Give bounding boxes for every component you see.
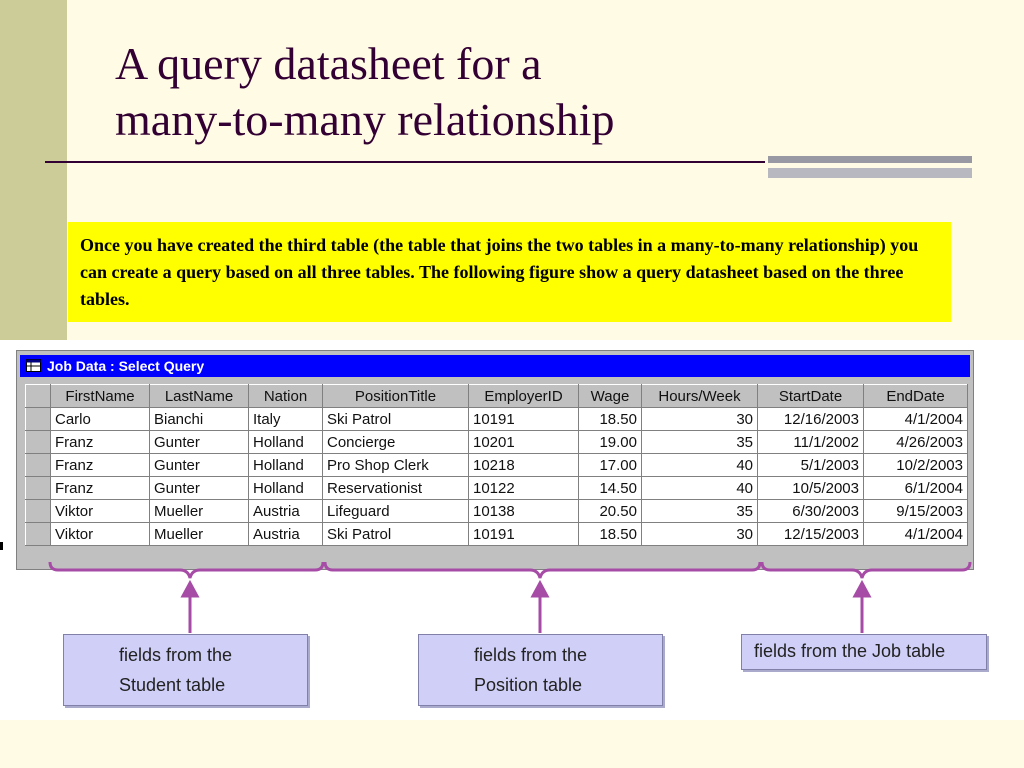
title-underline — [45, 161, 765, 163]
title-accent-bar-bottom — [768, 168, 972, 178]
cell-wage[interactable]: 19.00 — [579, 431, 642, 454]
cell-wage[interactable]: 18.50 — [579, 408, 642, 431]
brace-student-fields — [50, 562, 323, 578]
brace-job-fields — [762, 562, 970, 578]
arrow-job-head — [855, 583, 869, 596]
cell-firstname[interactable]: Viktor — [51, 523, 150, 546]
cell-employerid[interactable]: 10201 — [469, 431, 579, 454]
column-header-firstname[interactable]: FirstName — [51, 385, 150, 408]
cell-nation[interactable]: Holland — [249, 454, 323, 477]
column-header-positiontitle[interactable]: PositionTitle — [323, 385, 469, 408]
cell-firstname[interactable]: Carlo — [51, 408, 150, 431]
cell-enddate[interactable]: 10/2/2003 — [864, 454, 968, 477]
column-header-wage[interactable]: Wage — [579, 385, 642, 408]
callout-student-line1: fields from the — [119, 645, 233, 665]
callout-job — [741, 634, 987, 670]
callout-job-line1: fields from the Job table — [754, 641, 946, 661]
cell-lastname[interactable]: Mueller — [150, 500, 249, 523]
column-header-nation[interactable]: Nation — [249, 385, 323, 408]
callout-position-line1: fields from the — [474, 645, 588, 665]
window-title: Job Data : Select Query — [47, 358, 205, 374]
title-accent-bar-top — [768, 156, 972, 163]
cell-enddate[interactable]: 6/1/2004 — [864, 477, 968, 500]
column-header-enddate[interactable]: EndDate — [864, 385, 968, 408]
cell-enddate[interactable]: 9/15/2003 — [864, 500, 968, 523]
figure-area — [0, 340, 1024, 720]
note-box: Once you have created the third table (the table that joins the two tables in a many-to-many relationship) you can create a query based on all three tables. The following figure show a query datasheet based on the three tables. — [68, 222, 951, 322]
cell-enddate[interactable]: 4/1/2004 — [864, 408, 968, 431]
brace-position-fields — [325, 562, 760, 578]
cell-nation[interactable]: Holland — [249, 477, 323, 500]
cell-enddate[interactable]: 4/1/2004 — [864, 523, 968, 546]
cell-employerid[interactable]: 10191 — [469, 523, 579, 546]
cell-nation[interactable]: Italy — [249, 408, 323, 431]
cell-positiontitle[interactable]: Lifeguard — [323, 500, 469, 523]
cell-wage[interactable]: 20.50 — [579, 500, 642, 523]
cell-nation[interactable]: Austria — [249, 523, 323, 546]
callout-position-line2: Position table — [474, 675, 583, 695]
cell-lastname[interactable]: Gunter — [150, 454, 249, 477]
cell-positiontitle[interactable]: Pro Shop Clerk — [323, 454, 469, 477]
cell-nation[interactable]: Holland — [249, 431, 323, 454]
column-header-employerid[interactable]: EmployerID — [469, 385, 579, 408]
cell-nation[interactable]: Austria — [249, 500, 323, 523]
column-header-startdate[interactable]: StartDate — [758, 385, 864, 408]
callout-student — [63, 634, 308, 706]
cell-hoursweek[interactable]: 30 — [642, 408, 758, 431]
cell-employerid[interactable]: 10191 — [469, 408, 579, 431]
title-line-1: A query datasheet for a — [115, 38, 542, 89]
cell-employerid[interactable]: 10138 — [469, 500, 579, 523]
cell-hoursweek[interactable]: 35 — [642, 431, 758, 454]
slide-title — [115, 36, 615, 148]
cell-employerid[interactable]: 10218 — [469, 454, 579, 477]
cell-lastname[interactable]: Bianchi — [150, 408, 249, 431]
cell-lastname[interactable]: Gunter — [150, 477, 249, 500]
cell-positiontitle[interactable]: Reservationist — [323, 477, 469, 500]
cell-wage[interactable]: 17.00 — [579, 454, 642, 477]
cell-firstname[interactable]: Viktor — [51, 500, 150, 523]
left-accent-band — [0, 0, 67, 340]
callout-student-line2: Student table — [119, 675, 226, 695]
callout-position — [418, 634, 663, 706]
cell-firstname[interactable]: Franz — [51, 477, 150, 500]
cell-startdate[interactable]: 5/1/2003 — [758, 454, 864, 477]
cell-startdate[interactable]: 12/15/2003 — [758, 523, 864, 546]
cell-firstname[interactable]: Franz — [51, 454, 150, 477]
cell-hoursweek[interactable]: 40 — [642, 454, 758, 477]
cell-startdate[interactable]: 12/16/2003 — [758, 408, 864, 431]
cell-startdate[interactable]: 11/1/2002 — [758, 431, 864, 454]
column-header-hoursweek[interactable]: Hours/Week — [642, 385, 758, 408]
cell-startdate[interactable]: 10/5/2003 — [758, 477, 864, 500]
cell-lastname[interactable]: Mueller — [150, 523, 249, 546]
cell-wage[interactable]: 14.50 — [579, 477, 642, 500]
title-line-2: many-to-many relationship — [115, 94, 615, 145]
cell-lastname[interactable]: Gunter — [150, 431, 249, 454]
cell-hoursweek[interactable]: 30 — [642, 523, 758, 546]
cell-employerid[interactable]: 10122 — [469, 477, 579, 500]
cell-positiontitle[interactable]: Concierge — [323, 431, 469, 454]
arrow-student-head — [183, 583, 197, 596]
cell-enddate[interactable]: 4/26/2003 — [864, 431, 968, 454]
cell-positiontitle[interactable]: Ski Patrol — [323, 408, 469, 431]
column-header-lastname[interactable]: LastName — [150, 385, 249, 408]
cell-firstname[interactable]: Franz — [51, 431, 150, 454]
arrow-position-head — [533, 583, 547, 596]
cell-hoursweek[interactable]: 40 — [642, 477, 758, 500]
cell-hoursweek[interactable]: 35 — [642, 500, 758, 523]
cell-startdate[interactable]: 6/30/2003 — [758, 500, 864, 523]
cell-positiontitle[interactable]: Ski Patrol — [323, 523, 469, 546]
cell-wage[interactable]: 18.50 — [579, 523, 642, 546]
